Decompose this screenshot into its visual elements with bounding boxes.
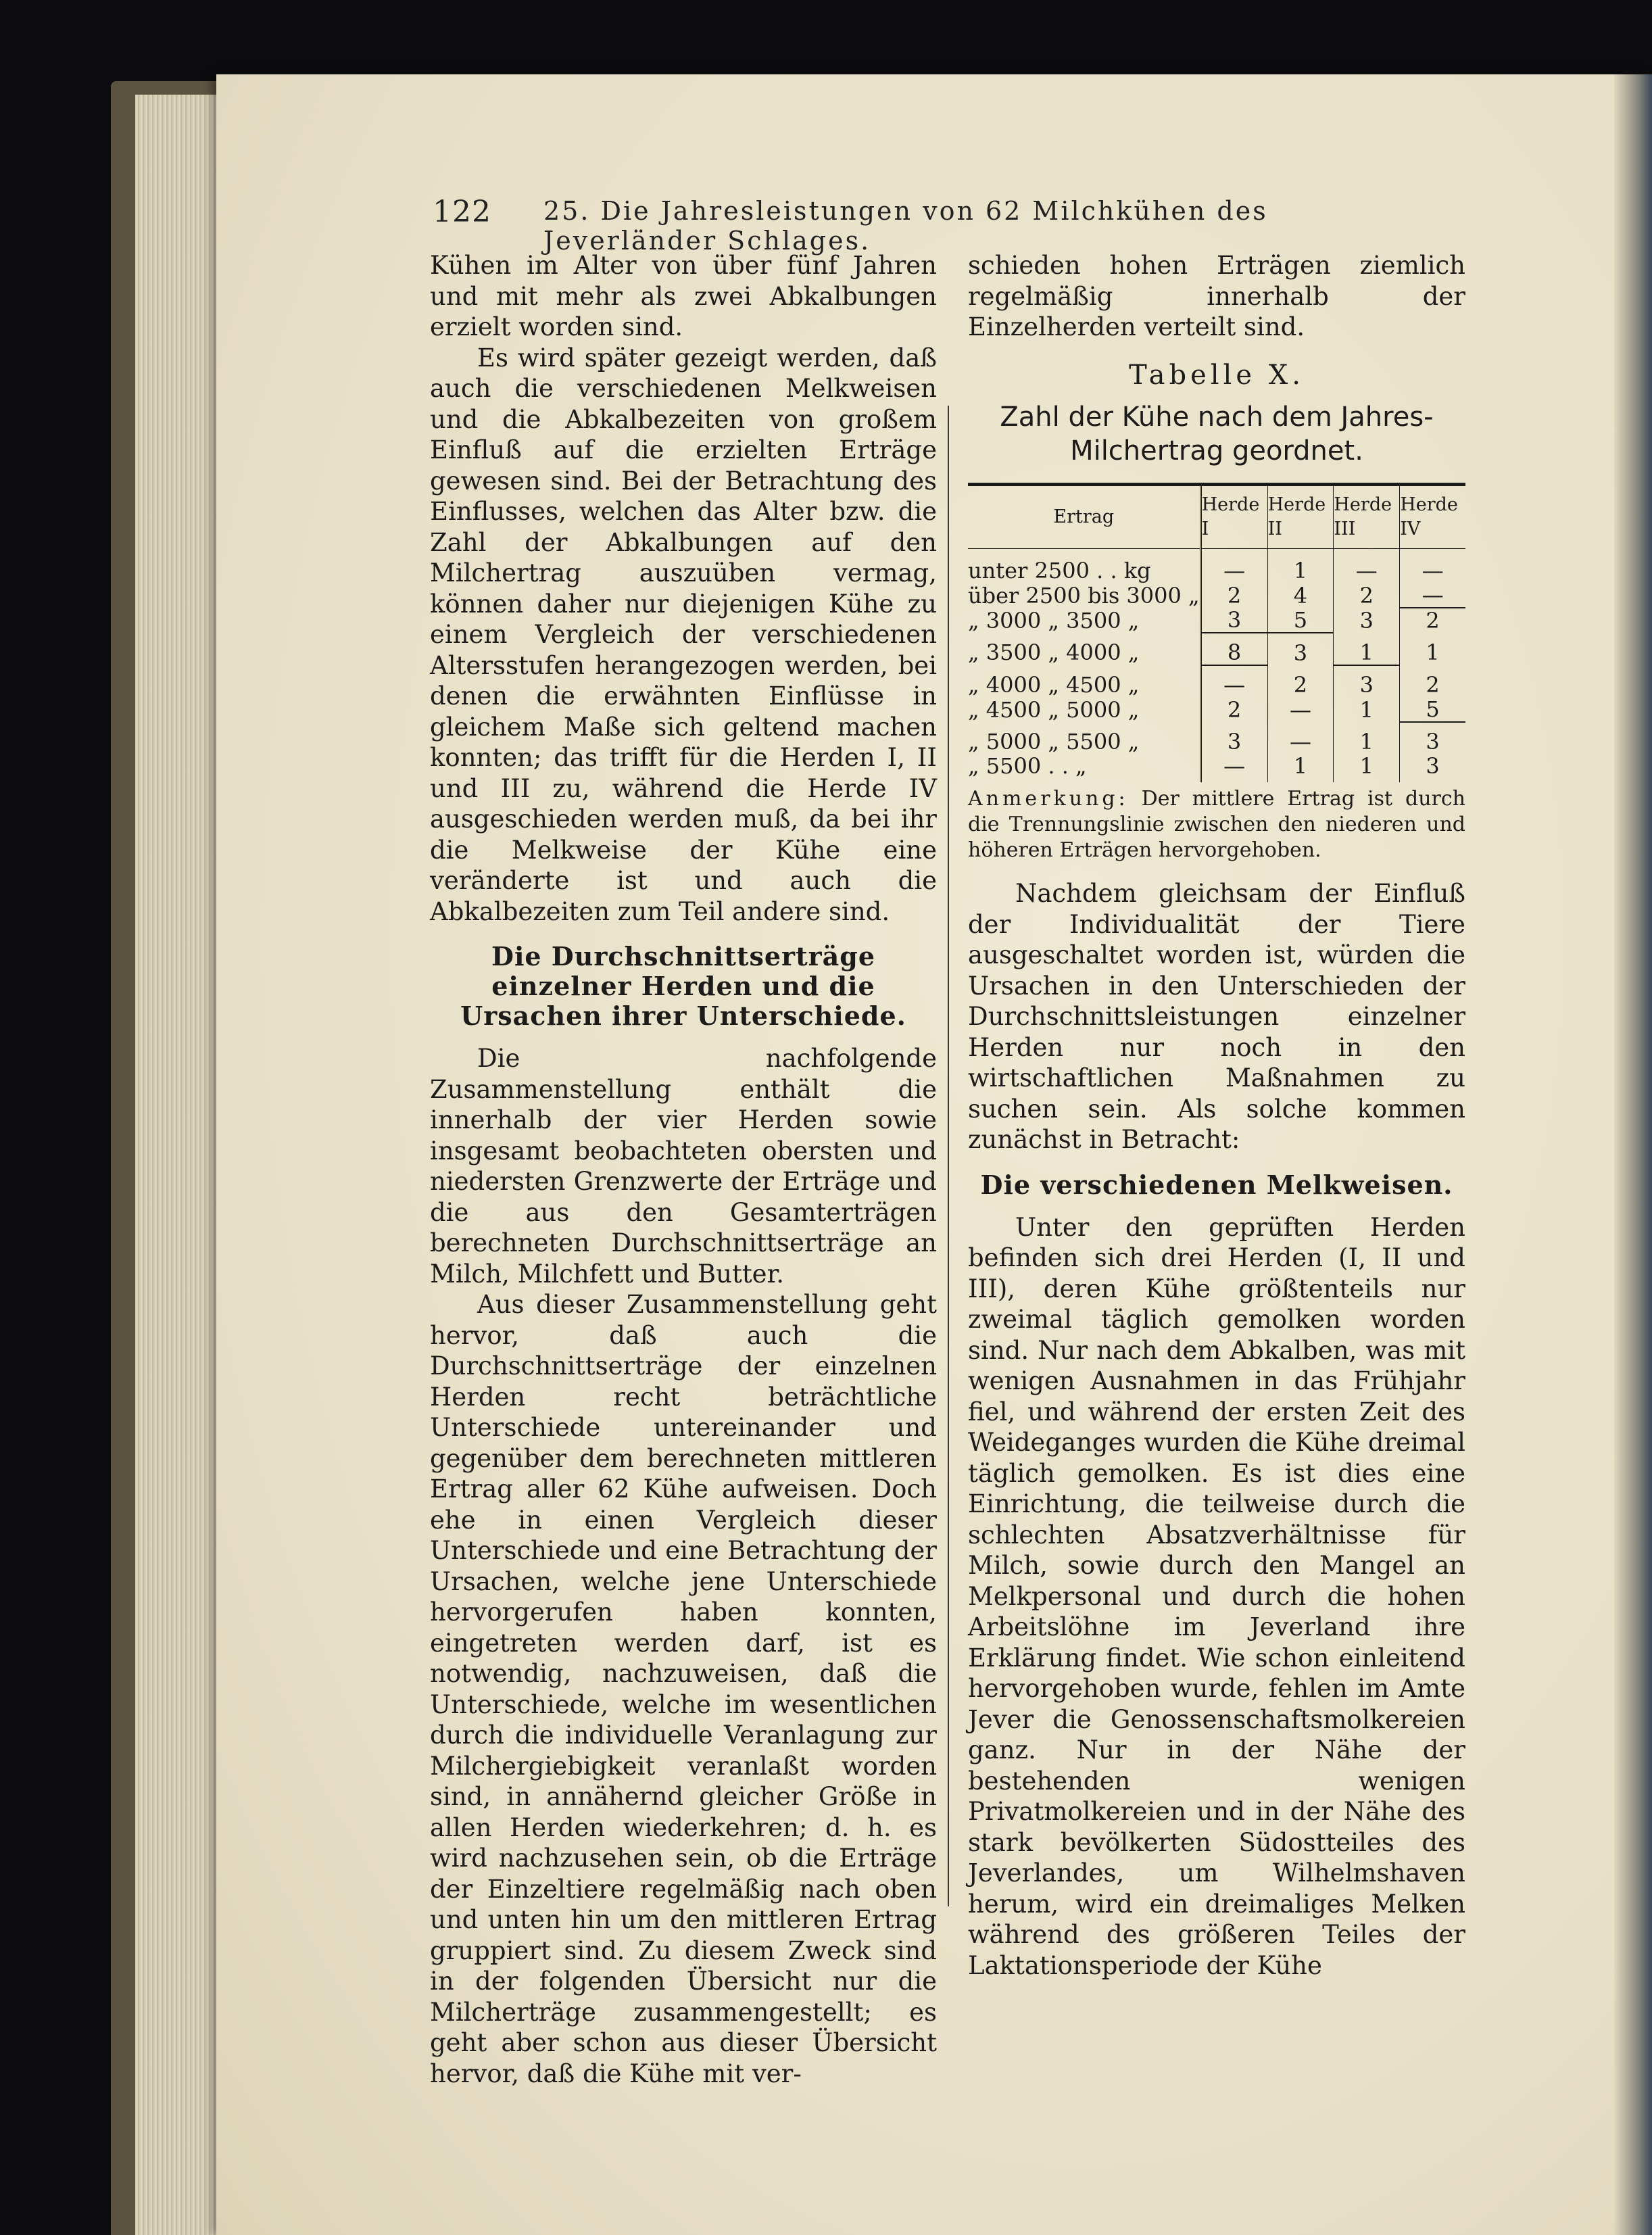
paragraph: schieden hohen Erträgen ziemlich regelmäßig innerhalb der Einzelherden verteilt sind. [968, 251, 1465, 341]
paragraph: Es wird später gezeigt werden, daß auch die verschiedenen Melkweisen und die Abkalbezeiten von großem Einfluß auf die erzielten Erträge gewesen sind. Bei der Betrachtung des Einflusses, welchen das Alter bzw. die Zahl der Abkalbungen auf den Milchertrag auszuüben vermag, können daher nur diejenigen Kühe zu einem Vergleich der verschiedenen Altersstufen herangezogen werden, bei denen die erwähnten Einflüsse in gleichem Maße sich geltend machen konnten; das trifft für die Herden I, II und III zu, während die Herde IV ausgeschieden werden muß, da bei ihr die Melkweise der Kühe eine veränderte ist und auch die Abkalbezeiten zum Teil andere sind. [430, 343, 937, 926]
right-column [968, 250, 1465, 1981]
table-caption: Tabelle X. [1129, 359, 1305, 391]
section-heading: Die verschiedenen Melkweisen. [980, 1169, 1453, 1200]
header-ertrag: Ertrag [968, 486, 1200, 549]
paragraph: Nachdem gleichsam der Einfluß der Individualität der Tiere ausgeschaltet worden ist, würden die Ursachen in den Unterschieden der Durchschnittsleistungen einzelner Herden nur noch in den wirtschaftlichen Maßnahmen zu suchen sein. Als solche kommen zunächst in Betracht: [968, 879, 1465, 1154]
paragraph: Aus dieser Zusammenstellung geht hervor, daß auch die Durchschnittserträge der einzelnen Herden recht beträchtliche Unterschiede untereinander und gegenüber dem berechneten mittleren Ertrag aller 62 Kühe aufweisen. Doch ehe in einen Vergleich dieser Unterschiede und eine Betrachtung der Ursachen, welche jene Unterschiede hervorgerufen haben konnten, eingetreten werden darf, ist es notwendig, nachzuweisen, daß die Unterschiede, welche im wesentlichen durch die individuelle Veranlagung zur Milchergiebigkeit veranlaßt worden sind, in annähernd gleicher Größe in allen Herden wiederkehren; d. h. es wird nachzusehen sein, ob die Erträge der Einzeltiere regelmäßig nach oben und unten hin um den mittleren Ertrag gruppiert sind. Zu diesem Zweck sind in der folgenden Übersicht nur die Milcherträge zusammengestellt; es geht aber schon aus dieser Übersicht hervor, daß die Kühe mit ver- [430, 1290, 937, 2088]
table-row: „ 4500 „ 5000 „ 2 — 1 5 [968, 697, 1465, 722]
table-title: Zahl der Kühe nach dem Jahres-Milchertrag geordnet. [1000, 402, 1434, 466]
milk-yield-table [968, 486, 1465, 782]
left-column [430, 250, 937, 2089]
running-title: 25. Die Jahresleistungen von 62 Milchkühen des Jeverländer Schlages. [543, 196, 1268, 256]
table-row: über 2500 bis 3000 „ 2 4 2 — [968, 583, 1465, 608]
header-herde-4: Herde IV [1400, 486, 1465, 549]
note-text: Der mittlere Ertrag ist durch die Trennungslinie zwischen den niederen und höheren Erträgen hervorgehoben. [968, 787, 1465, 862]
header-herde-2: Herde II [1267, 486, 1334, 549]
paragraph: Kühen im Alter von über fünf Jahren und mit mehr als zwei Abkalbungen erzielt worden sind. [430, 251, 937, 341]
table-row: „ 5000 „ 5500 „ 3 — 1 3 [968, 722, 1465, 754]
header-herde-1: Herde I [1200, 486, 1267, 549]
page-number: 122 [433, 195, 491, 229]
paragraph: Die nachfolgende Zusammenstellung enthält die innerhalb der vier Herden sowie insgesamt beobachteten obersten und niedersten Grenzwerte der Erträge und die aus den Gesamterträgen berechneten Durchschnittserträge an Milch, Milchfett und Butter. [430, 1044, 937, 1289]
note-label: Anmerkung: [968, 787, 1129, 811]
page-stack-edges [135, 95, 223, 2235]
table-row: „ 4000 „ 4500 „ — 2 3 2 [968, 665, 1465, 697]
table-note [968, 786, 1465, 863]
paragraph: Unter den geprüften Herden befinden sich drei Herden (I, II und III), deren Kühe größtenteils nur zweimal täglich gemolken worden sind. Nur nach dem Abkalben, was mit wenigen Ausnahmen in das Frühjahr fiel, und während der ersten Zeit des Weideganges wurden die Kühe dreimal täglich gemolken. Es ist dies eine Einrichtung, die teilweise durch die schlechten Absatzverhältnisse für Milch, sowie durch den Mangel an Melkpersonal und durch die hohen Arbeitslöhne im Jeverland ihre Erklärung findet. Wie schon einleitend hervorgehoben wurde, fehlen im Amte Jever die Genossenschaftsmolkereien ganz. Nur in der Nähe der bestehenden wenigen Privatmolkereien und in der Nähe des stark bevölkerten Südostteiles des Jeverlandes, um Wilhelmshaven herum, wird ein dreimaliges Melken während des größeren Teiles der Laktationsperiode der Kühe [968, 1212, 1465, 1980]
table-row: „ 3500 „ 4000 „ 8 3 1 1 [968, 633, 1465, 665]
table-row: unter 2500 . . kg — 1 — — [968, 549, 1465, 583]
running-header [433, 195, 1365, 256]
table-header-row [968, 486, 1465, 549]
column-divider [948, 406, 949, 1906]
table-row: „ 3000 „ 3500 „ 3 5 3 2 [968, 608, 1465, 633]
table-row: „ 5500 . . „ — 1 1 3 [968, 754, 1465, 782]
page-right-edge [1614, 74, 1652, 2235]
section-heading: Die Durchschnittserträge einzelner Herden und die Ursachen ihrer Unterschiede. [460, 941, 906, 1031]
header-herde-3: Herde III [1334, 486, 1400, 549]
